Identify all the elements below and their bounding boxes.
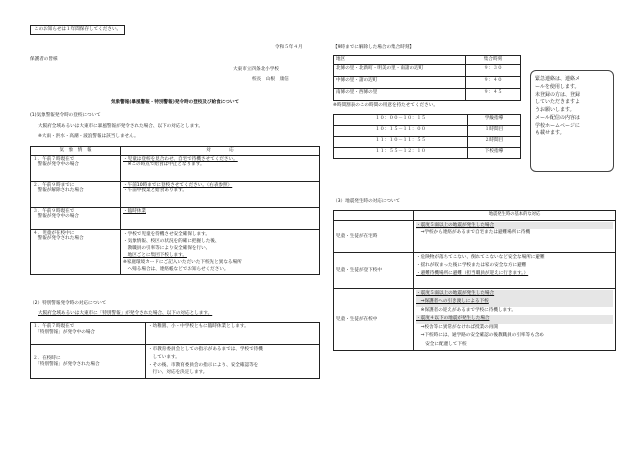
contact-info-box xyxy=(530,70,614,172)
cell-line: ２．在校時に xyxy=(33,355,61,361)
earthquake-heading: （3）地震発生時の対応について xyxy=(333,199,401,204)
cell-line: ・児童は登校を見合わせ、自宅で待機させてください。 xyxy=(123,156,238,162)
contact-line: も載せます。 xyxy=(535,130,565,137)
table-row xyxy=(334,221,616,253)
cell-line: ・午前10時までに登校させてください。（右表参照） xyxy=(123,182,233,188)
table-cell xyxy=(31,229,121,275)
cell-line: 教職員の引率等により安全確保を行い、 xyxy=(123,245,211,251)
header-response: 対 応 xyxy=(121,147,320,156)
table-row xyxy=(334,148,521,159)
cell-line: １．午前７時現在で xyxy=(33,156,75,162)
table-header-row xyxy=(31,147,320,156)
cell-line: 安全に配慮して下校 xyxy=(416,341,467,347)
cell-line: ⇒学校から連絡があるまで自宅または避難場所に待機 xyxy=(416,230,531,236)
table-row xyxy=(31,345,320,379)
table-cell xyxy=(414,221,616,253)
cell-line: ・午前中授業と給食あります。 xyxy=(123,188,187,194)
table-row xyxy=(31,181,320,207)
table-cell xyxy=(31,155,121,181)
cell-line: 地区ごとに集団下校します。 xyxy=(123,253,187,259)
table-cell xyxy=(121,155,320,181)
cell-line: 「特別警報」が発令中の場合 xyxy=(33,329,96,335)
situation-cell: 児童・生徒が在宅時 xyxy=(334,221,414,253)
special-warning-table xyxy=(30,322,320,379)
cell-line: ・避難待機場所に避難（担当職員が迎えに行きます。） xyxy=(416,271,529,277)
cell-line: ⇒保護者への引き渡しによる下校 xyxy=(416,298,613,306)
table-row xyxy=(334,115,521,126)
header-basic-response: 地震発生時の基本的な対応 xyxy=(414,211,616,221)
cell-line: ・危険物が落ちてこない、倒れてこないなど安全な場所に避難 xyxy=(416,255,545,260)
cell-line: ・臨時休業 xyxy=(123,208,146,214)
header-area: 地区 xyxy=(334,56,466,65)
cell-line: ※家庭環境カードにご記入いただいた下校先と異なる場所 xyxy=(123,260,242,266)
situation-cell: 児童・生徒が在校中 xyxy=(334,289,414,351)
cell-line: 警報が解除された場合 xyxy=(33,188,84,194)
cell-line: 警報が発令中の場合 xyxy=(33,214,79,220)
cell-line: ・その後、市教育委員会の指示により、安全確認等を xyxy=(148,362,259,368)
notice-text: このお知らせは１年間保存してください。 xyxy=(34,27,122,32)
notice-box xyxy=(30,25,125,35)
cell-line: 「特別警報」が発令された場合 xyxy=(33,361,100,367)
time-cell: １１：１０－１１：５５ xyxy=(334,137,468,148)
cell-line: 警報が発令された場合 xyxy=(33,236,84,242)
area-cell: 北條の里・北新町・明美の里・南諸の辺町 xyxy=(334,64,466,76)
cell-line: ⇒下校時には、通学路の安全確認の後教職員の引率等も含め xyxy=(416,333,544,339)
assembly-table xyxy=(333,55,521,101)
cell-line: １．午前７時現在で xyxy=(33,324,75,329)
table-row xyxy=(334,64,521,76)
table-cell xyxy=(146,345,320,379)
section2-heading: （2）特別警報発令時の対応について xyxy=(30,301,107,306)
table-cell xyxy=(414,253,616,289)
earthquake-table xyxy=(333,210,616,351)
cell-line: 警報が発令中の場合 xyxy=(33,162,79,168)
cell-line: ※この時点で給食は中止となります。 xyxy=(123,162,205,168)
table-row xyxy=(334,76,521,88)
cell-line: ３．午前９時現在で xyxy=(33,208,75,214)
area-cell: 南條の里・西條の里 xyxy=(334,88,466,100)
schedule-heading: ※時間割表のこの時間の用意を持たせてください。 xyxy=(333,103,438,108)
label-cell: ２時間目 xyxy=(468,137,521,148)
cell-line: ２．午前９時までに xyxy=(33,182,75,188)
contact-line: していただきますよ xyxy=(535,99,581,106)
time-cell: １０：１５－１１：００ xyxy=(334,126,468,137)
cell-line: ・市教育委員会としての指示があるまでは、学校で待機 xyxy=(148,347,263,352)
time-cell: １１：５５－１２：１０ xyxy=(334,148,468,159)
time-cell: ９：４０ xyxy=(466,76,521,88)
section1-line1: 大阪府全域あるいは大東市に暴風警報が発令された場合、以下の対応とします。 xyxy=(38,124,204,129)
table-cell xyxy=(121,229,320,275)
date: 令和５年４月 xyxy=(275,45,303,50)
school-name: 大東市立四条北小学校 xyxy=(233,67,279,72)
time-cell: ９：４５ xyxy=(466,88,521,100)
document-title: 気象警報(暴風警報・特別警報)発令時の登校及び給食について xyxy=(110,100,240,105)
table-row xyxy=(31,155,320,181)
weather-warning-table xyxy=(30,146,320,275)
label-cell: 下校指導 xyxy=(468,148,521,159)
cell-line: ４．児童が在校中に xyxy=(33,230,75,236)
table-cell xyxy=(31,207,121,229)
table-cell xyxy=(414,289,616,351)
table-cell xyxy=(31,181,121,207)
table-header-row xyxy=(334,211,616,221)
section1-line2: ※大雨・洪水・高潮・波浪警報は該当しません。 xyxy=(38,134,139,139)
table-row xyxy=(334,253,616,289)
schedule-table xyxy=(333,114,521,159)
cell-line: ・幼稚園、小・中学校ともに臨時休業とします。 xyxy=(148,324,249,329)
cell-line: ⇒校舎等に異常がなければ授業の再開 xyxy=(416,324,498,330)
table-header-row xyxy=(334,56,521,65)
area-cell: 中條の里・諸の辺町 xyxy=(334,76,466,88)
cell-line: ・揺れが収まった後に学校または家の安全な方に避難 xyxy=(416,263,527,269)
table-row xyxy=(334,88,521,100)
contact-line: 緊急連絡は、連絡メ xyxy=(535,76,581,82)
table-cell xyxy=(31,323,146,345)
contact-line: うお願いします。 xyxy=(535,107,575,113)
cell-line: 行い、対応を決定します。 xyxy=(148,370,208,376)
cell-line: ・震度５弱以上の地震が発生した場合 xyxy=(416,222,613,229)
header-time: 集合時刻 xyxy=(466,56,521,65)
label-cell: 学級指導 xyxy=(468,115,521,126)
cell-line: ・震度４以下の地震が発生した場合 xyxy=(416,315,613,323)
section1-heading: (1)気象警報発令時の登校について xyxy=(30,113,101,118)
header-blank xyxy=(334,211,414,221)
table-row xyxy=(31,207,320,229)
table-row xyxy=(31,229,320,275)
table-cell xyxy=(121,207,320,229)
assembly-heading: 【9時までに解除した場合の集合時刻】 xyxy=(333,45,415,50)
label-cell: １時間目 xyxy=(468,126,521,137)
contact-line: 未登録の方は、登録 xyxy=(535,91,581,98)
header-weather: 気 象 情 報 xyxy=(31,147,121,156)
section2-line1: 大阪府全域あるいは大東市に「特別警報」が発令された場合、以下の対応とします。 xyxy=(38,311,213,316)
time-cell: ９：３０ xyxy=(466,64,521,76)
table-row xyxy=(31,323,320,345)
addressee: 保護者の皆様 xyxy=(30,57,58,62)
cell-line: ・学校で児童を待機させ安全確保します。 xyxy=(123,231,210,237)
principal: 校長 山根 康信 xyxy=(252,77,289,82)
table-cell xyxy=(31,345,146,379)
cell-line: しています。 xyxy=(148,354,180,360)
contact-line: ールを使用します。 xyxy=(535,83,580,90)
situation-cell: 児童・生徒が登下校中 xyxy=(334,253,414,289)
table-row xyxy=(334,137,521,148)
contact-line: メール配信の内容は xyxy=(535,114,580,121)
contact-line: 学校ホームページに xyxy=(535,122,580,129)
table-row xyxy=(334,289,616,351)
cell-line: ・気象情報、校区の状況を的確に把握した後、 xyxy=(123,238,220,244)
table-cell xyxy=(146,323,320,345)
table-row xyxy=(334,126,521,137)
cell-line: ※保護者の迎えがあるまで学校に待機します。 xyxy=(416,307,516,313)
time-cell: １０：００－１０：１５ xyxy=(334,115,468,126)
cell-line: へ帰る場合は、連絡帳などでお知らせください。 xyxy=(123,267,229,273)
cell-line: ・震度５弱以上の地震が発生した場合 xyxy=(416,290,613,298)
table-cell xyxy=(121,181,320,207)
